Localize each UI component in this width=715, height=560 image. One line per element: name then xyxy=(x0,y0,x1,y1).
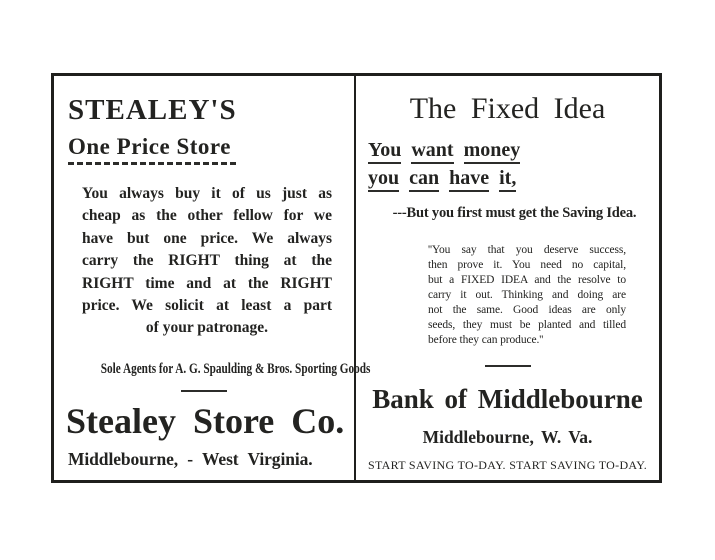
text-line: cheap as the other fellow for we xyxy=(82,207,332,225)
advertisement-frame xyxy=(51,73,662,483)
text-line: ''You say that you deserve success, xyxy=(428,244,626,256)
ad-title: The Fixed Idea xyxy=(409,92,606,125)
text-line: have but one price. We always xyxy=(82,229,332,247)
underlined-word: it, xyxy=(499,167,516,192)
quote-paragraph xyxy=(428,243,626,348)
underlined-word: You xyxy=(368,139,401,164)
bank-location: Middlebourne, W. Va. xyxy=(422,427,593,447)
text-line: You always buy it of us just as xyxy=(82,185,332,202)
slogan-line-2 xyxy=(368,165,649,191)
sales-pitch-paragraph xyxy=(82,183,332,340)
underlined-word: can xyxy=(409,167,439,192)
store-name: STEALEY'S xyxy=(68,94,237,126)
underlined-word: want xyxy=(411,139,453,164)
stealeys-ad xyxy=(54,76,371,480)
underlined-word: money xyxy=(464,139,521,164)
start-saving-right: START SAVING TO-DAY. xyxy=(509,458,647,472)
divider-dash-right xyxy=(485,365,531,367)
footer-row xyxy=(366,458,649,473)
store-subtitle: One Price Store xyxy=(68,134,231,159)
text-line: but a FIXED IDEA and the resolve to xyxy=(428,274,626,286)
text-line: RIGHT time and at the RIGHT xyxy=(82,274,332,292)
bank-name: Bank of Middlebourne xyxy=(372,384,643,414)
start-saving-left: START SAVING TO-DAY. xyxy=(368,458,506,472)
bank-ad xyxy=(356,76,659,480)
slogan-line-1 xyxy=(368,137,649,163)
text-line: then prove it. You need no capital, xyxy=(428,259,626,271)
text-line: carry it out. Thinking and doing are xyxy=(428,289,626,301)
company-location: Middlebourne, - West Virginia. xyxy=(68,448,313,469)
text-line: price. We solicit at least a part xyxy=(82,297,332,315)
underlined-word: you xyxy=(368,167,399,192)
divider-dash-left xyxy=(181,390,227,392)
text-line: not the same. Good ideas are only xyxy=(428,304,626,316)
text-line: of your patronage. xyxy=(145,319,269,337)
text-line: seeds, they must be planted and tilled xyxy=(428,319,626,331)
text-line: carry the RIGHT thing at the xyxy=(82,252,332,270)
subtitle-underline-rule xyxy=(68,162,236,165)
slogan-block xyxy=(368,137,649,191)
underlined-word: have xyxy=(449,167,489,192)
text-line: before they can produce.'' xyxy=(428,334,544,346)
lead-line: ---But you first must get the Saving Idea. xyxy=(392,205,637,221)
agents-line: Sole Agents for A. G. Spaulding & Bros. Sporting Goods xyxy=(100,360,371,377)
company-name: Stealey Store Co. xyxy=(66,400,345,441)
